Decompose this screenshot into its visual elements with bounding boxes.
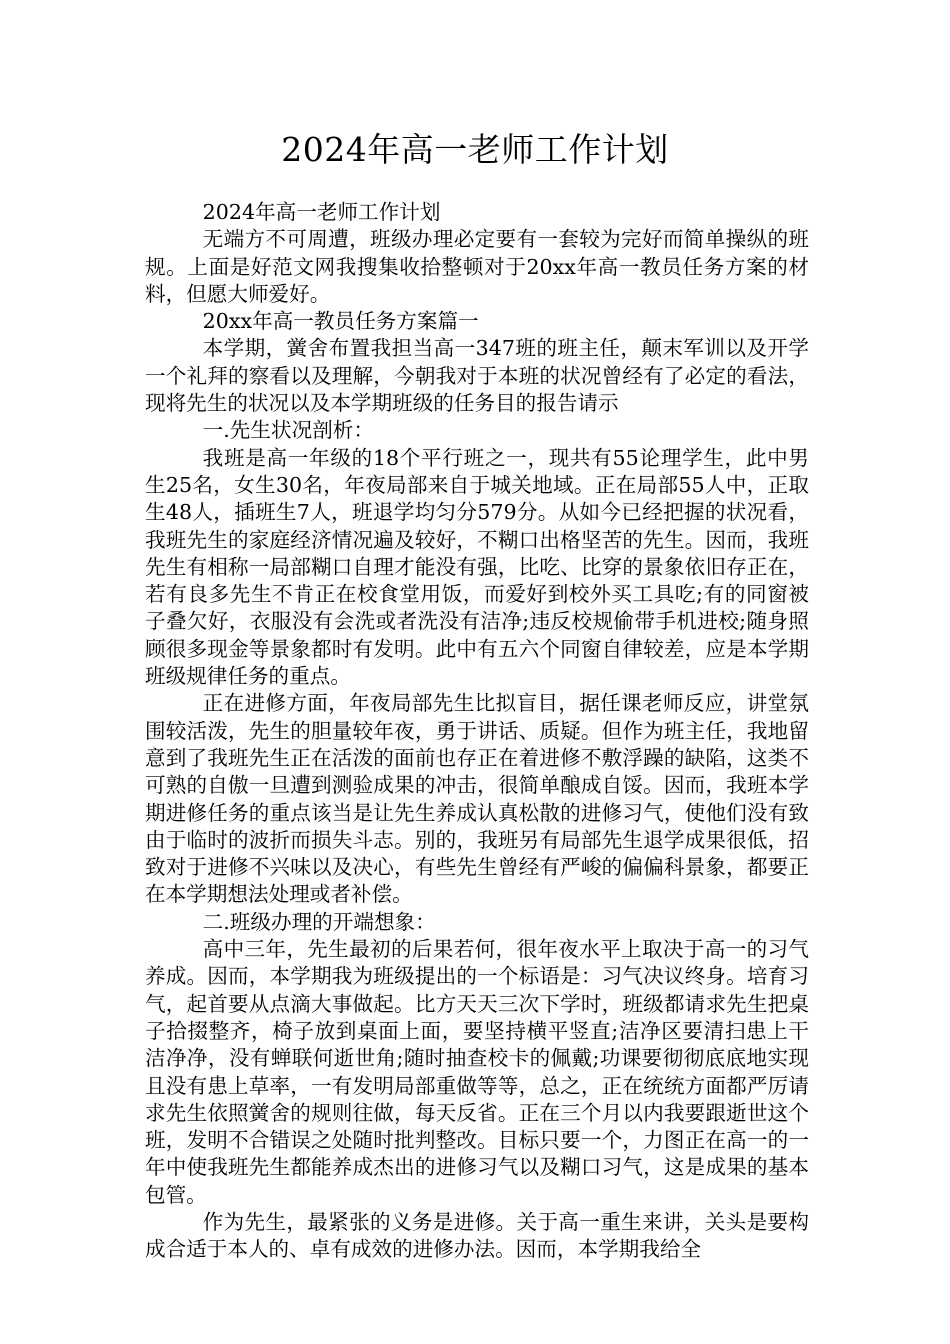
section-heading-plan-one: 20xx年高一教员任务方案篇一 [202, 309, 479, 334]
body-subtitle: 2024年高一老师工作计划 [202, 200, 441, 224]
section-heading-class-management: 二.班级办理的开端想象： [202, 909, 436, 934]
section-heading-student-analysis: 一.先生状况剖析： [202, 418, 374, 443]
document-body [145, 199, 809, 1264]
semester-overview-paragraph: 本学期，黉舍布置我担当高一347班的班主任，颠末军训以及开学一个礼拜的察看以及理解，今朝我对于本班的状况曾经有了必定的看法，现将先生的状况以及本学期班级的任务目的报告请示 [145, 336, 809, 416]
document-title: 2024年高一老师工作计划 [281, 130, 669, 169]
intro-paragraph: 无端方不可周遭，班级办理必定要有一套较为完好而简单操纵的班规。上面是好范文网我搜集收拾整顿对于20xx年高一教员任务方案的材料，但愿大师爱好。 [145, 227, 809, 306]
study-situation-paragraph: 正在进修方面，年夜局部先生比拟盲目，据任课老师反应，讲堂氛围较活泼，先生的胆量较年夜，勇于讲话、质疑。但作为班主任，我地留意到了我班先生正在活泼的面前也存正在着进修不敷浮躁的缺陷，这类不可熟的自傲一旦遭到测验成果的冲击，很简单酿成自馁。因而，我班本学期进修任务的重点该当是让先生养成认真松散的进修习气，使他们没有致由于临时的波折而损失斗志。别的，我班另有局部先生退学成果很低，招致对于进修不兴味以及决心，有些先生曾经有严峻的偏偏科景象，都要正在本学期想法处理或者补偿。 [145, 691, 809, 907]
study-duty-paragraph: 作为先生，最紧张的义务是进修。关于高一重生来讲，关头是要构成合适于本人的、卓有成效的进修办法。因而，本学期我给全 [145, 1209, 809, 1262]
student-situation-paragraph: 我班是高一年级的18个平行班之一，现共有55论理学生，此中男生25名，女生30名，年夜局部来自于城关地域。正在局部55人中，正取生48人，插班生7人，班退学均匀分579分。从如今已经把握的状况看，我班先生的家庭经济情况遍及较好，不糊口出格坚苦的先生。因而，我班先生有相称一局部糊口自理才能没有强，比吃、比穿的景象依旧存正在，若有良多先生不肯正在校食堂用饭，而爱好到校外买工具吃;有的同窗被子叠欠好，衣服没有会洗或者洗没有洁净;违反校规偷带手机进校;随身照顾很多现金等景象都时有发明。此中有五六个同窗自律较差，应是本学期班级规律任务的重点。 [145, 445, 809, 689]
habit-paragraph: 高中三年，先生最初的后果若何，很年夜水平上取决于高一的习气养成。因而，本学期我为班级提出的一个标语是：习气决议终身。培育习气，起首要从点滴大事做起。比方天天三次下学时，班级都请求先生把桌子拾掇整齐，椅子放到桌面上面，要坚持横平竖直;洁净区要清扫患上干洁净净，没有蝉联何逝世角;随时抽查校卡的佩戴;功课要彻彻底底地实现且没有患上草率，一有发明局部重做等等，总之，正在统统方面都严厉请求先生依照黉舍的规则往做，每天反省。正在三个月以内我要跟逝世这个班，发明不合错误之处随时批判整改。目标只要一个，力图正在高一的一年中使我班先生都能养成杰出的进修习气以及糊口习气，这是成果的基本包管。 [145, 937, 809, 1207]
